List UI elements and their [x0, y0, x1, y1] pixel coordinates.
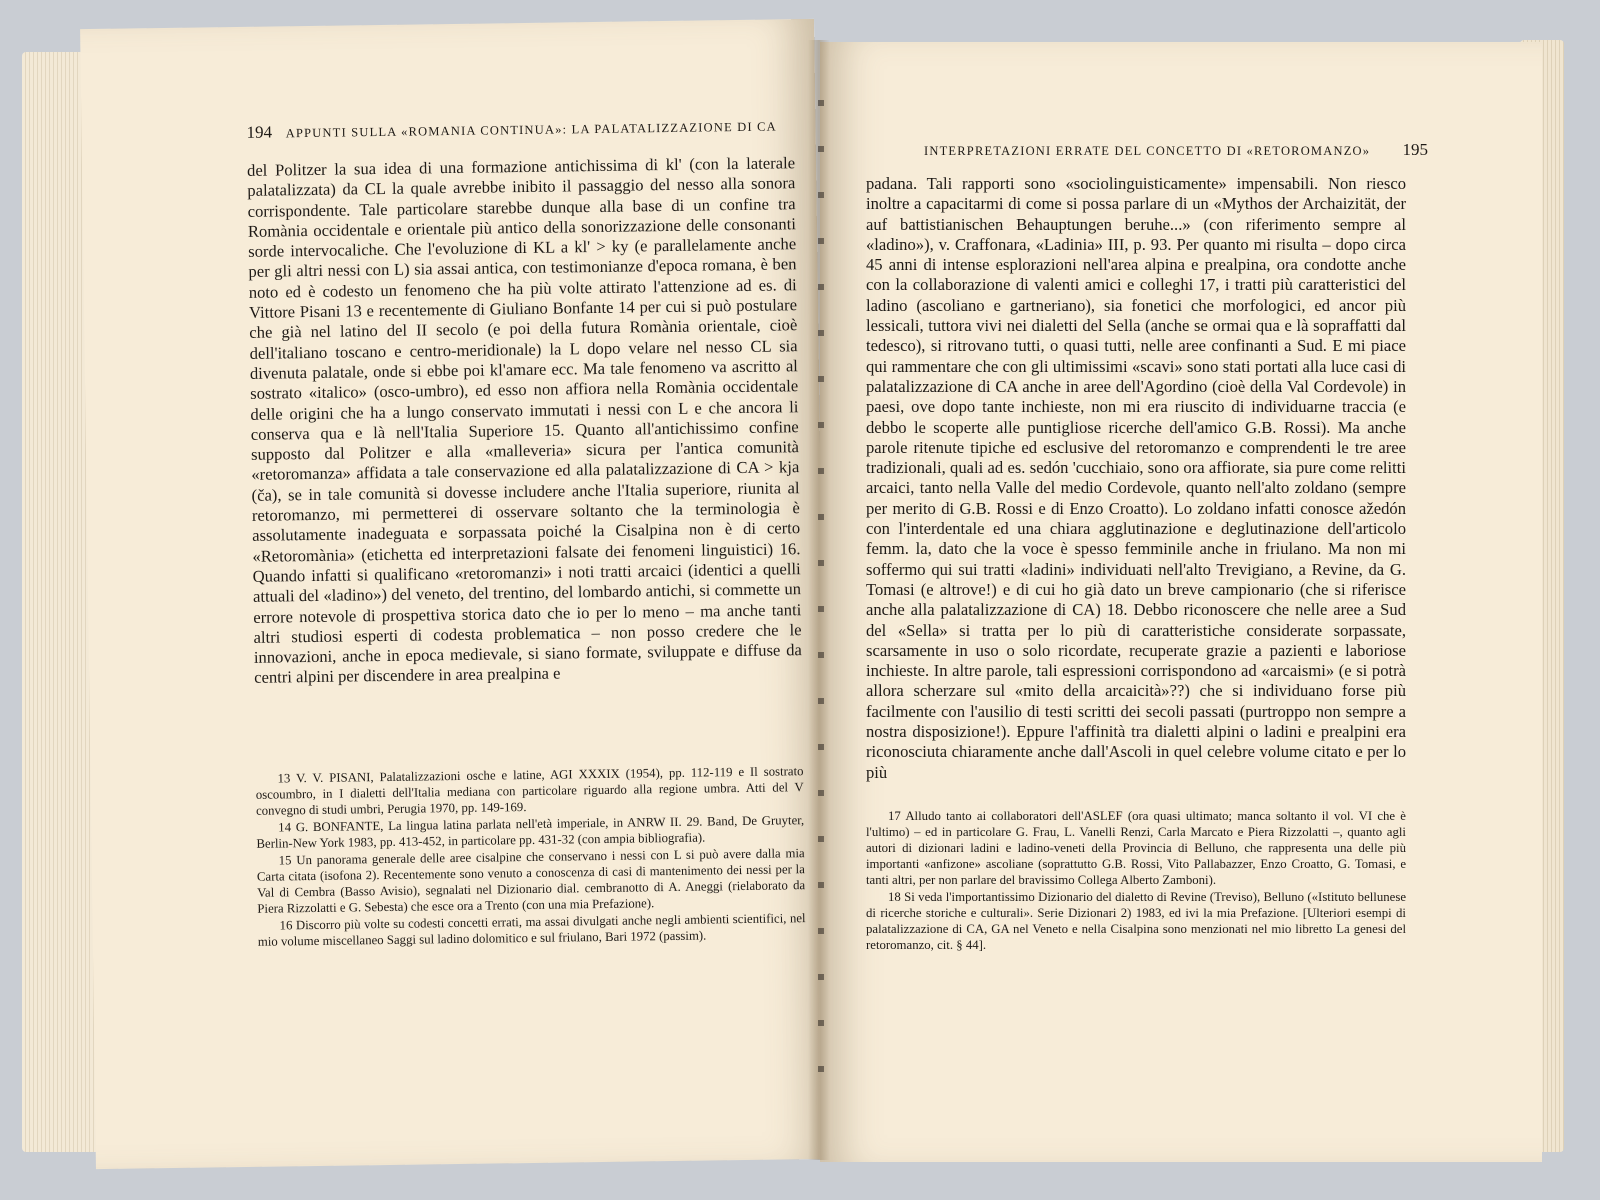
right-page-number: 195 — [1402, 140, 1429, 159]
binding-stitches — [818, 60, 824, 1100]
right-running-head-text: INTERPRETAZIONI ERRATE DEL CONCETTO DI «RETOROMANZO» — [924, 144, 1371, 158]
left-body-text — [247, 153, 802, 688]
footnote-14: 14 G. BONFANTE, La lingua latina parlata nell'età imperiale, in ANRW II. 29. Band, De Gruyter, Berlin-New York 1983, pp. 413-452, in particolare pp. 431-32 (con ampia bibliografia). — [256, 813, 805, 851]
right-page — [820, 42, 1542, 1162]
right-running-head — [924, 140, 1428, 160]
footnote-16: 16 Discorro più volte su codesti concetti errati, ma assai divulgati anche negli ambienti scientifici, nel mio volume miscellaneo Saggi sul ladino dolomitico e sul friulano, Bari 1972 (passim). — [257, 911, 806, 949]
footnote-17: 17 Alludo tanto ai collaboratori dell'ASLEF (ora quasi ultimato; manca soltanto il vol. VI che è l'ultimo) – ed in particolare G. Frau, L. Vanelli Renzi, Carla Marcato e Piera Rizzolatti –, quanto agli autori di dizionari ladini e ladino-veneti della Provincia di Belluno, che rappresenta una delle più importanti «anfizone» ascoliane (soprattutto G.B. Rossi, Vito Pallabazzer, Enzo Croatto, G. Tomasi, e tanti altri, per non parlare del bravissimo Collega Alberto Zamboni). — [866, 809, 1406, 887]
right-body-paragraph: padana. Tali rapporti sono «sociolinguisticamente» impensabili. Non riesco inoltre a capacitarmi di come si possa parlare di un «Mythos der Archaizität, der auf battistianischen Behauptungen beruhe...» (con riferimento sempre al «ladino»), v. Craffonara, «Ladinia» III, p. 93. Per quanto mi risulta – dopo circa 45 anni di intense esplorazioni nell'area alpina e prealpina, ora condotte anche con la collaborazione di valenti amici e colleghi 17, i tratti più caratteristici del ladino (ascoliano e gartneriano), sia fonetici che morfologici, ed ancor più lessicali, tuttora vivi nei dialetti del Sella (anche se ormai qua e là sopraffatti dal tedesco), si ritrovano tutti, o quasi tutti, nelle aree confinanti a Sud. E mi piace qui rammentare che con gli ultimissimi «scavi» sono stati portati alla luce casi di palatalizzazione di CA anche in aree dell'Agordino (cioè della Val Cordevole) in paesi, ove dopo tante inchieste, non mi era riuscito di individuarne traccia (e debbo le scoperte alle puntigliose ricerche dell'amico G.B. Rossi). Ma anche parole ritenute tipiche ed esclusive del retoromanzo e comprendenti le tre aree tradizionali, quali ad es. sedón 'cucchiaio, sono ora affiorate, sia pure come relitti arcaici, tanto nella Valle del medio Cordevole, quanto nell'alto zoldano (sempre per merito di G.B. Rossi e di Enzo Croatto). Lo zoldano infatti conosce ažedón con l'interdentale ed una chiara agglutinazione e deglutinazione dell'articolo femm. la, dato che la voce è spesso femminile anche in friulano. Ma non mi soffermo qui sui tratti «ladini» individuati nell'alto Trevigiano, a Revine, da G. Tomasi (e altrove!) e di cui ho già dato un breve campionario (che si riferisce anche alla palatalizzazione di CA) 18. Debbo riconoscere che nelle aree a Sud del «Sella» si tratta per lo più di caratteristiche considerate sorpassate, scarsamente in uso o solo ricordate, recuperate grazie a pazienti e laboriose inchieste. In altre parole, tali espressioni corrispondono ad «arcaismi» (e si potrà allora scherzare sul «mito della arcaicità»??) che si individuano forse più facilmente con l'ausilio di testi scritti dei secoli passati (purtroppo non sempre a nostra disposizione!). Eppure l'affinità tra dialetti alpini o ladini e prealpini era riconosciuta chiaramente anche dall'Ascoli in quel celebre volume citato e per lo più — [866, 174, 1406, 782]
left-footnotes — [255, 763, 805, 951]
right-body-text — [866, 174, 1406, 783]
left-body-paragraph: del Politzer la sua idea di una formazione antichissima di kl' (con la laterale palatalizzata) da CL la quale avrebbe inibito il passaggio del nesso alla sonora corrispondente. Tale particolare starebbe dunque alla base di un confine tra Romània occidentale e orientale più antico della sonorizzazione delle consonanti sorde intervocaliche. Che l'evoluzione di KL a kl' > ky (e parallelamente anche per gli altri nessi con L) sia assai antica, con testimonianze d'epoca romana, è ben noto ed è codesto un fenomeno che ha più volte attirato l'attenzione ad es. di Vittore Pisani 13 e recentemente di Giuliano Bonfante 14 per cui si può postulare che già nel latino del II secolo (e poi della futura Romània orientale, cioè dell'italiano toscano e centro-meridionale) la L dopo velare nel nesso CL sia divenuta palatale, onde si ebbe poi kl'amare ecc. Ma tale fenomeno va ascritto al sostrato «italico» (osco-umbro), ed esso non affiora nella Romània occidentale delle origini che ha a lungo conservato immutati i nessi con L e che ancora li conserva qua e là nell'Italia Superiore 15. Quanto all'antichissimo confine supposto dal Politzer e alla «malleveria» sicura per l'antica comunità «retoromanza» affidata a tale conservazione ed alla palatalizzazione di CA > kja (ča), se in tale comunità si dovesse includere anche l'Italia superiore, riunita al retoromanzo, mi permetterei di osservare soltanto che la terminologia è assolutamente inadeguata e sorpassata poiché la Cisalpina non è di certo «Retoromània» (etichetta ed interpretazioni falsate dei fenomeni linguistici) 16. Quando infatti si qualificano «retoromanzi» i noti tratti arcaici (identici a quelli attuali del «ladino») del veneto, del trentino, del lombardo antichi, si commette un errore notevole di prospettiva storica dato che io per lo meno – ma anche tanti altri studiosi esperti di codesta problematica – non posso credere che le innovazioni, anche in epoca medievale, si siano formate, sviluppate e diffuse da centri alpini per discendere in area prealpina e — [246, 153, 802, 688]
left-page — [80, 19, 830, 1169]
left-running-head — [246, 115, 777, 142]
footnote-18: 18 Si veda l'importantissimo Dizionario del dialetto di Revine (Treviso), Belluno («Istituto bellunese di ricerche storiche e culturali». Serie Dizionari 2) 1983, ed ivi la mia Prefazione. [Ulteriori esempi di palatalizzazione di CA, GA nel Veneto e nella Cisalpina sono menzionati nel mio libretto La genesi del retoromanzo, cit. § 44]. — [866, 890, 1406, 952]
left-running-head-text: APPUNTI SULLA «ROMANIA CONTINUA»: LA PALATALIZZAZIONE DI CA — [285, 119, 777, 141]
right-footnotes — [866, 808, 1406, 954]
left-page-number: 194 — [246, 122, 273, 142]
footnote-13: 13 V. V. PISANI, Palatalizzazioni osche e latine, AGI XXXIX (1954), pp. 112-119 e Il sostrato oscoumbro, in I dialetti dell'Italia mediana con particolare riguardo alla regione umbra. Atti del V convegno di studi umbri, Perugia 1970, pp. 149-169. — [255, 764, 804, 818]
footnote-15: 15 Un panorama generale delle aree cisalpine che conservano i nessi con L si può avere dalla mia Carta citata (isofona 2). Recentemente sono venuto a conoscenza di casi di mantenimento dei nessi per la Val di Cembra (Basso Avisio), segnalati nel Dizionario dial. cembranotto di A. Aneggi (rielaborato da Piera Rizzolatti e G. Sebesta) che esce ora a Trento (con una mia Prefazione). — [256, 846, 806, 916]
